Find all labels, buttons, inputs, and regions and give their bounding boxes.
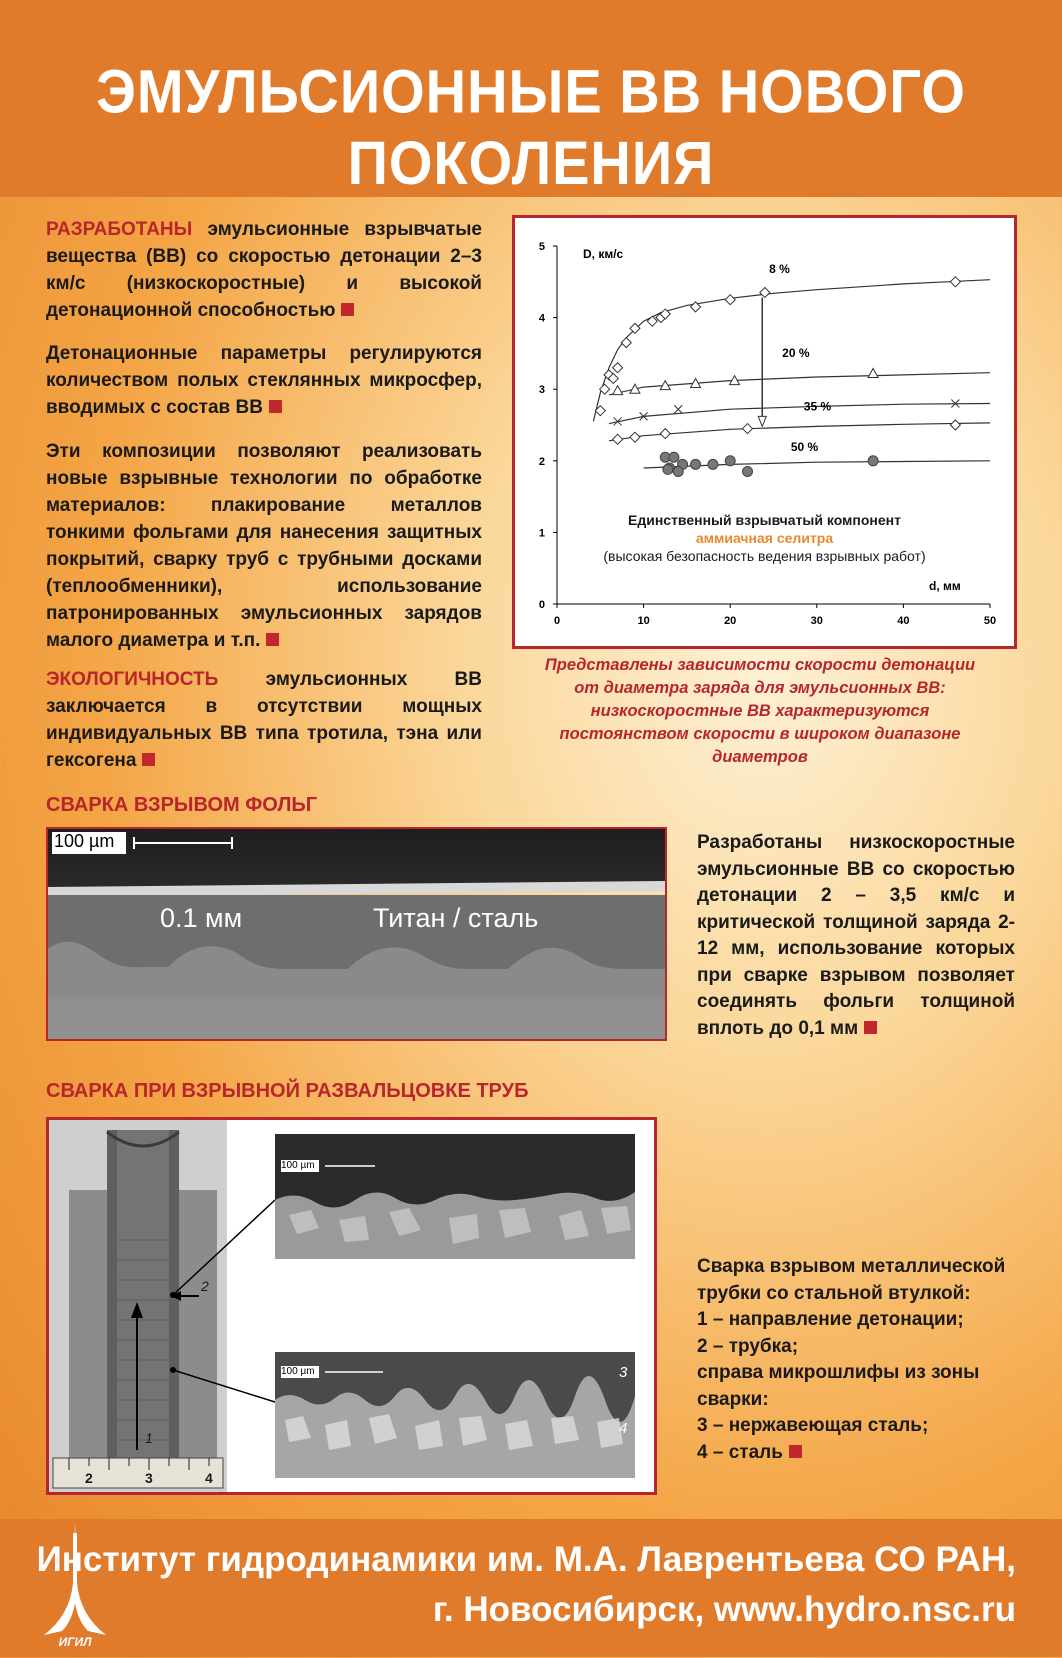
tube-text-3: 2 – трубка; xyxy=(697,1335,799,1357)
tube-text-4: справа микрошлифы из зоны сварки: xyxy=(697,1362,980,1410)
foil-description xyxy=(697,830,1015,1042)
x-tick-label: 0 xyxy=(553,615,561,627)
y-tick-label: 5 xyxy=(538,241,545,253)
bullet-square-icon xyxy=(142,753,155,766)
intro-text-1: эмульсионные взрывчатые вещества (ВВ) со скоростью детонации 2–3 км/с (низкоскоростные) и высокой детонационной способностью xyxy=(46,219,482,321)
logo-text: ИГИЛ xyxy=(58,1635,92,1649)
data-point-triangle xyxy=(613,386,623,395)
bullet-square-icon xyxy=(266,633,279,646)
x-axis-label: d, мм xyxy=(929,579,961,593)
y-tick-label: 0 xyxy=(538,599,545,611)
data-point-circle xyxy=(663,464,673,474)
x-tick-label: 40 xyxy=(897,615,910,627)
data-point-circle xyxy=(673,467,683,477)
data-point-diamond xyxy=(621,338,631,348)
page-title: ЭМУЛЬСИОННЫЕ ВВ НОВОГО ПОКОЛЕНИЯ xyxy=(96,56,966,198)
x-tick-label: 20 xyxy=(724,615,737,627)
data-point-diamond xyxy=(600,384,610,394)
intro-lead-developed: РАЗРАБОТАНЫ xyxy=(46,219,193,240)
bullet-square-icon xyxy=(789,1445,802,1458)
data-point-circle xyxy=(725,456,735,466)
caption-line-2: от диаметра заряда для эмульсионных ВВ: xyxy=(574,679,946,697)
intro-paragraph-2 xyxy=(46,340,482,421)
foil-section-heading: СВАРКА ВЗРЫВОМ ФОЛЬГ xyxy=(46,794,318,816)
tube-scale-label-top: 100 µm xyxy=(281,1160,315,1171)
tube-section-heading: СВАРКА ПРИ ВЗРЫВНОЙ РАЗВАЛЬЦОВКЕ ТРУБ xyxy=(46,1080,529,1102)
tube-scale-label-bottom: 100 µm xyxy=(281,1366,315,1377)
caption-line-1: Представлены зависимости скорости детонации xyxy=(544,656,976,674)
foil-description-text: Разработаны низкоскоростные эмульсионные ВВ со скоростью детонации 2 – 3,5 км/с и критической толщиной заряда 2-12 мм, использование которых при сварке взрывом позволяет соединять фольги толщиной вплоть до 0,1 мм xyxy=(697,832,1015,1039)
data-point-diamond xyxy=(613,434,623,444)
intro-text-2: Детонационные параметры регулируются количеством полых стеклянных микросфер, вводимых с состав ВВ xyxy=(46,343,482,418)
data-point-diamond xyxy=(950,420,960,430)
series-label: 35 % xyxy=(803,399,832,414)
tube-figure-image xyxy=(49,1120,654,1492)
ruler-mark-2: 2 xyxy=(85,1470,93,1486)
intro-paragraph-1 xyxy=(46,216,482,324)
y-tick-label: 2 xyxy=(538,455,545,468)
data-point-triangle xyxy=(868,368,878,377)
tube-text-5: 3 – нержавеющая сталь; xyxy=(697,1415,929,1436)
intro-paragraph-3 xyxy=(46,438,482,654)
foil-materials-label: Титан / сталь xyxy=(373,903,539,933)
data-point-diamond xyxy=(725,295,735,305)
y-tick-label: 4 xyxy=(538,312,545,325)
foil-micrograph xyxy=(46,827,667,1041)
y-tick-label: 1 xyxy=(538,527,545,540)
x-tick-label: 10 xyxy=(637,615,650,627)
series-label: 50 % xyxy=(790,439,819,454)
data-point-diamond xyxy=(743,424,753,434)
callout-3: 3 xyxy=(619,1364,628,1381)
foil-thickness-label: 0.1 мм xyxy=(160,903,243,933)
ruler-mark-4: 4 xyxy=(205,1470,213,1486)
intro-lead-ecology: ЭКОЛОГИЧНОСТЬ xyxy=(46,669,219,690)
data-point-diamond xyxy=(760,288,770,298)
y-axis-label: D, км/с xyxy=(583,247,624,261)
data-point-circle xyxy=(743,467,753,477)
data-point-diamond xyxy=(630,323,640,333)
footer-city-url: г. Новосибирск, www.hydro.nsc.ru xyxy=(432,1590,1016,1629)
callout-4: 4 xyxy=(619,1420,628,1437)
data-point-circle xyxy=(868,456,878,466)
data-point-circle xyxy=(708,459,718,469)
chart-caption xyxy=(512,654,1008,769)
series-label: 20 % xyxy=(782,345,810,360)
bullet-square-icon xyxy=(864,1021,877,1034)
intro-paragraph-4 xyxy=(46,666,482,774)
detonation-chart xyxy=(515,218,1014,646)
data-point-cross xyxy=(674,405,682,413)
x-tick-label: 30 xyxy=(810,615,823,627)
series-curve xyxy=(609,404,990,424)
data-point-circle xyxy=(691,459,701,469)
tube-description xyxy=(697,1254,1017,1466)
ruler-mark-3: 3 xyxy=(145,1470,153,1486)
data-point-diamond xyxy=(613,363,623,373)
trend-arrow-head xyxy=(758,416,766,426)
intro-text-3: Эти композиции позволяют реализовать новые взрывные технологии по обработке материалов: плакирование металлов тонкими фольгами для нанесения защитных покрытий, сварку труб с трубными досками (теплообменники), использование патронированных эмульсионных зарядов малого диаметра и т.п. xyxy=(46,441,482,651)
data-point-diamond xyxy=(660,429,670,439)
callout-2: 2 xyxy=(201,1278,209,1294)
caption-line-4: постоянством скорости в широком диапазоне диаметров xyxy=(559,725,961,766)
annotation-line-1: Единственный взрывчатый компонент xyxy=(628,512,901,528)
x-tick-label: 50 xyxy=(983,615,997,627)
footer-institute: Институт гидродинамики им. М.А. Лаврентьева СО РАН, xyxy=(36,1540,1016,1579)
caption-line-3: низкоскоростные ВВ характеризуются xyxy=(590,702,930,720)
tube-text-6: 4 – сталь xyxy=(697,1441,783,1463)
tube-text-2: 1 – направление детонации; xyxy=(697,1309,964,1330)
data-point-diamond xyxy=(630,432,640,442)
annotation-line-3: (высокая безопасность ведения взрывных работ) xyxy=(603,548,926,564)
intro-text-4: эмульсионных ВВ заключается в отсутствии мощных индивидуальных ВВ типа тротила, тэна или гексогена xyxy=(46,669,482,771)
tube-figure xyxy=(46,1117,657,1495)
chart-annotation xyxy=(515,511,1014,565)
foil-micrograph-image xyxy=(48,829,665,1039)
data-point-circle xyxy=(669,452,679,462)
bullet-square-icon xyxy=(341,303,354,316)
data-point-diamond xyxy=(950,277,960,287)
tube-text-1: Сварка взрывом металлической трубки со стальной втулкой: xyxy=(697,1256,1006,1304)
foil-scale-label: 100 µm xyxy=(54,831,115,851)
chart-frame xyxy=(512,215,1017,649)
series-label: 8 % xyxy=(769,262,790,277)
annotation-line-2: аммиачная селитра xyxy=(695,530,834,546)
bullet-square-icon xyxy=(269,400,282,413)
y-tick-label: 3 xyxy=(538,384,545,397)
callout-1: 1 xyxy=(145,1430,153,1446)
